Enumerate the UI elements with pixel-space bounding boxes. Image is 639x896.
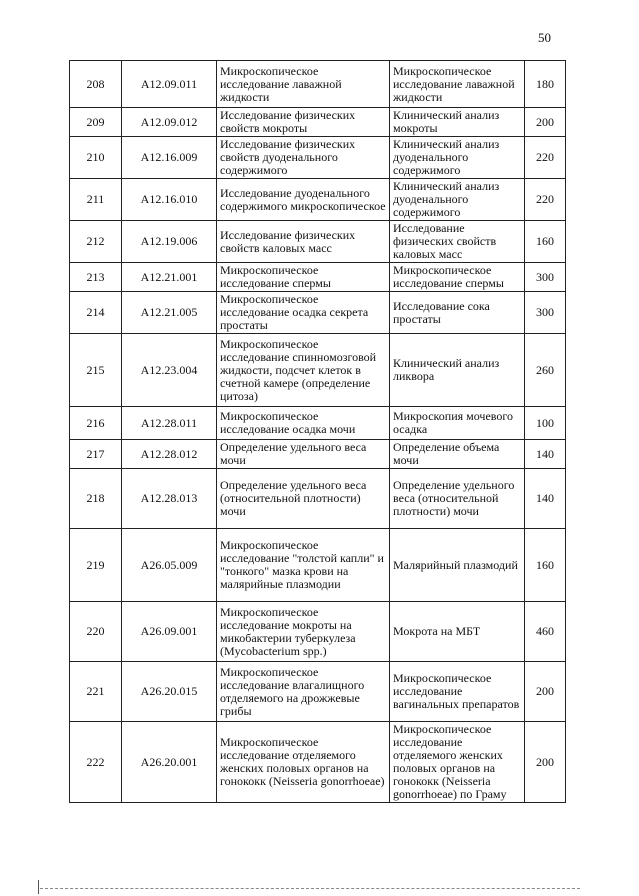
price: 220: [525, 137, 566, 179]
service-code: A12.23.004: [122, 334, 217, 407]
price: 220: [525, 179, 566, 221]
footer-rule: [40, 888, 580, 889]
table-row: [70, 469, 566, 529]
price: 200: [525, 108, 566, 137]
price: 140: [525, 440, 566, 469]
row-number: 216: [70, 407, 122, 440]
service-code: A12.09.012: [122, 108, 217, 137]
row-number: 219: [70, 529, 122, 602]
price: 260: [525, 334, 566, 407]
lab-test-name: Клинический анализ мокроты: [390, 108, 525, 137]
service-code: A12.21.005: [122, 292, 217, 334]
service-code: A12.16.010: [122, 179, 217, 221]
price: 200: [525, 662, 566, 722]
lab-test-name: Клинический анализ дуоденального содержимого: [390, 179, 525, 221]
price: 200: [525, 722, 566, 803]
lab-test-name: Определение удельного веса (относительной плотности) мочи: [390, 469, 525, 529]
service-name: Исследование физических свойств дуоденального содержимого: [217, 137, 390, 179]
lab-test-name: Клинический анализ ликвора: [390, 334, 525, 407]
service-name: Микроскопическое исследование мокроты на микобактерии туберкулеза (Mycobacterium spp.): [217, 602, 390, 662]
service-name: Микроскопическое исследование лаважной жидкости: [217, 61, 390, 108]
table-row: [70, 108, 566, 137]
price: 300: [525, 292, 566, 334]
service-name: Микроскопическое исследование осадка секрета простаты: [217, 292, 390, 334]
lab-test-name: Микроскопическое исследование спермы: [390, 263, 525, 292]
service-code: A12.21.001: [122, 263, 217, 292]
service-name: Исследование физических свойств каловых масс: [217, 221, 390, 263]
page-number: 50: [538, 30, 551, 45]
service-name: Микроскопическое исследование отделяемого женских половых органов на гонококк (Neisseria gonorrhoeae): [217, 722, 390, 803]
row-number: 217: [70, 440, 122, 469]
price-table: [69, 60, 566, 803]
service-code: A26.20.001: [122, 722, 217, 803]
service-name: Микроскопическое исследование "толстой капли" и "тонкого" мазка крови на малярийные плазмодии: [217, 529, 390, 602]
service-code: A12.28.012: [122, 440, 217, 469]
lab-test-name: Исследование сока простаты: [390, 292, 525, 334]
row-number: 213: [70, 263, 122, 292]
row-number: 212: [70, 221, 122, 263]
row-number: 215: [70, 334, 122, 407]
table-row: [70, 529, 566, 602]
footer-tick: [38, 880, 39, 894]
table-row: [70, 407, 566, 440]
service-code: A12.28.011: [122, 407, 217, 440]
price: 140: [525, 469, 566, 529]
service-code: A26.05.009: [122, 529, 217, 602]
table-row: [70, 137, 566, 179]
service-name: Микроскопическое исследование спермы: [217, 263, 390, 292]
row-number: 218: [70, 469, 122, 529]
row-number: 210: [70, 137, 122, 179]
lab-test-name: Клинический анализ дуоденального содержимого: [390, 137, 525, 179]
table-row: [70, 602, 566, 662]
price: 160: [525, 221, 566, 263]
price: 300: [525, 263, 566, 292]
service-code: A12.09.011: [122, 61, 217, 108]
price: 100: [525, 407, 566, 440]
service-code: A12.19.006: [122, 221, 217, 263]
price: 160: [525, 529, 566, 602]
service-name: Микроскопическое исследование спинномозговой жидкости, подсчет клеток в счетной камере (определение цитоза): [217, 334, 390, 407]
lab-test-name: Мокрота на МБТ: [390, 602, 525, 662]
service-code: A26.20.015: [122, 662, 217, 722]
service-name: Определение удельного веса мочи: [217, 440, 390, 469]
table-row: [70, 61, 566, 108]
table-row: [70, 334, 566, 407]
row-number: 214: [70, 292, 122, 334]
service-code: A26.09.001: [122, 602, 217, 662]
row-number: 221: [70, 662, 122, 722]
table-row: [70, 722, 566, 803]
service-name: Микроскопическое исследование осадка мочи: [217, 407, 390, 440]
table-body: [70, 61, 566, 803]
price: 460: [525, 602, 566, 662]
lab-test-name: Микроскопическое исследование лаважной жидкости: [390, 61, 525, 108]
lab-test-name: Исследование физических свойств каловых масс: [390, 221, 525, 263]
lab-test-name: Микроскопическое исследование отделяемого женских половых органов на гонококк (Neisseria gonorrhoeae) по Граму: [390, 722, 525, 803]
lab-test-name: Определение объема мочи: [390, 440, 525, 469]
table-row: [70, 440, 566, 469]
lab-test-name: Микроскопическое исследование вагинальных препаратов: [390, 662, 525, 722]
row-number: 220: [70, 602, 122, 662]
table-row: [70, 292, 566, 334]
row-number: 222: [70, 722, 122, 803]
service-name: Исследование дуоденального содержимого микроскопическое: [217, 179, 390, 221]
table-row: [70, 662, 566, 722]
service-name: Исследование физических свойств мокроты: [217, 108, 390, 137]
row-number: 211: [70, 179, 122, 221]
service-name: Определение удельного веса (относительной плотности) мочи: [217, 469, 390, 529]
service-code: A12.16.009: [122, 137, 217, 179]
lab-test-name: Микроскопия мочевого осадка: [390, 407, 525, 440]
row-number: 209: [70, 108, 122, 137]
price: 180: [525, 61, 566, 108]
table-row: [70, 263, 566, 292]
service-name: Микроскопическое исследование влагалищного отделяемого на дрожжевые грибы: [217, 662, 390, 722]
lab-test-name: Малярийный плазмодий: [390, 529, 525, 602]
row-number: 208: [70, 61, 122, 108]
table-row: [70, 179, 566, 221]
service-code: A12.28.013: [122, 469, 217, 529]
table-row: [70, 221, 566, 263]
